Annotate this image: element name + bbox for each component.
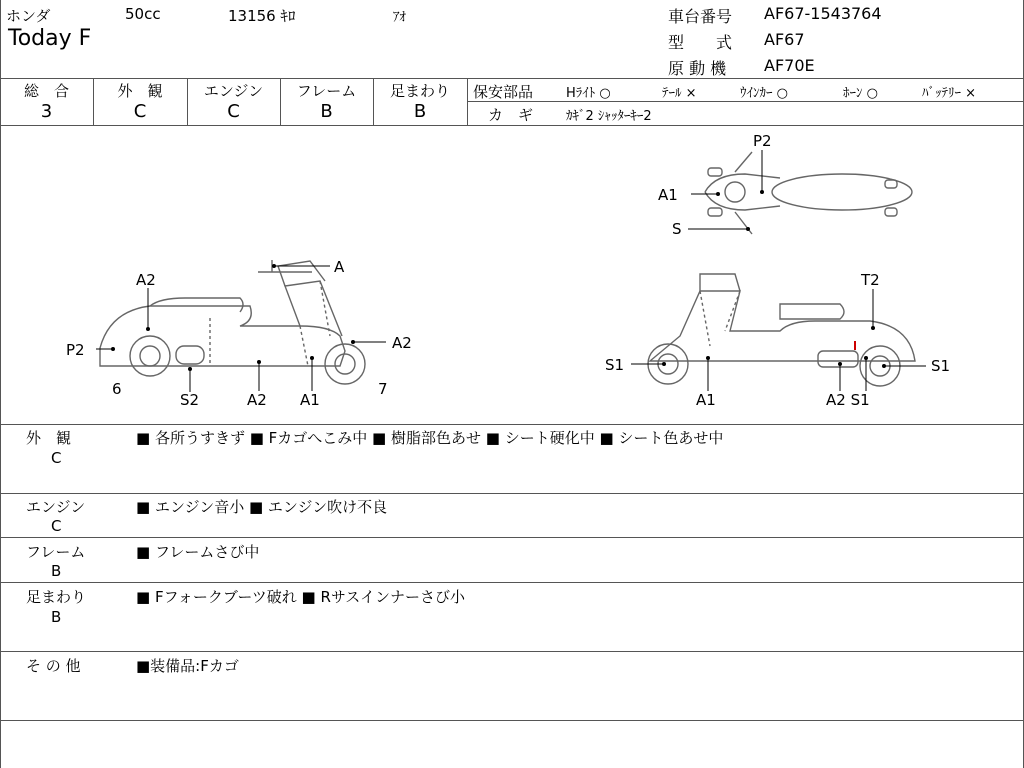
section-text: ■装備品:Fカゴ — [136, 657, 239, 675]
scooter-top-view — [705, 152, 912, 234]
type-value: AF67 — [764, 30, 805, 49]
engine-model-value: AF70E — [764, 56, 815, 75]
key-value: ｶｷﾞ2 ｼｬｯﾀｰｷｰ2 — [566, 109, 652, 124]
diag-label: A2 — [136, 271, 156, 289]
safety-tail: ﾃｰﾙ × — [662, 86, 697, 101]
section-text: ■ フレームさび中 — [136, 543, 260, 561]
diag-label: A2 — [392, 334, 412, 352]
overall-grade: 3 — [40, 101, 53, 122]
section-grade: B — [51, 608, 62, 626]
frame-no-label: 車台番号 — [668, 7, 733, 26]
color: ｱｵ — [393, 10, 406, 25]
mileage: 13156 ｷﾛ — [228, 7, 296, 25]
engine-grade: C — [227, 101, 240, 122]
safety-battery: ﾊﾞｯﾃﾘｰ × — [922, 86, 977, 101]
diag-label: A1 — [300, 391, 320, 409]
section-label: そ の 他 — [26, 657, 81, 675]
section-text: ■ Fフォークブーツ破れ ■ Rサスインナーさび小 — [136, 588, 466, 606]
section-grade: C — [51, 449, 62, 467]
diag-label: A2 — [247, 391, 267, 409]
safety-winker: ｳｲﾝｶｰ ○ — [740, 86, 788, 101]
section-label: フレーム — [26, 543, 86, 561]
diag-label: S1 — [605, 356, 625, 374]
diag-label: A — [334, 258, 345, 276]
diag-label: P2 — [753, 132, 772, 150]
diag-label: A1 — [696, 391, 716, 409]
diag-label: T2 — [861, 271, 880, 289]
engine-model-label: 原 動 機 — [668, 59, 727, 78]
exterior-label: 外 観 — [117, 82, 163, 100]
engine-label: エンジン — [203, 82, 264, 100]
section-grade: B — [51, 562, 62, 580]
diag-label: 6 — [112, 380, 122, 398]
frame-grade: B — [320, 101, 333, 122]
key-label: カ ギ — [488, 106, 534, 124]
section-label: エンジン — [26, 498, 86, 516]
maker: ホンダ — [6, 7, 51, 25]
model-name: Today F — [8, 26, 92, 51]
diag-label: A1 — [658, 186, 678, 204]
scooter-right-view — [648, 274, 915, 386]
divider — [0, 78, 1024, 79]
section-text: ■ 各所うすきず ■ Fカゴへこみ中 ■ 樹脂部色あせ ■ シート硬化中 ■ シート色あせ中 — [136, 429, 724, 447]
safety-label: 保安部品 — [473, 83, 534, 101]
diag-label: 7 — [378, 380, 388, 398]
frame-no: AF67-1543764 — [764, 4, 882, 23]
divider — [467, 101, 1024, 102]
section-label: 足まわり — [26, 588, 87, 606]
suspension-label: 足まわり — [389, 82, 450, 100]
diag-label: S — [672, 220, 682, 238]
diag-label: P2 — [66, 341, 85, 359]
frame-label: フレーム — [296, 82, 357, 100]
section-label: 外 観 — [26, 429, 72, 447]
diag-label: S2 — [180, 391, 200, 409]
section-grade: C — [51, 517, 62, 535]
section-text: ■ エンジン音小 ■ エンジン吹け不良 — [136, 498, 388, 516]
type-label: 型 式 — [668, 33, 733, 52]
suspension-grade: B — [413, 101, 427, 122]
exterior-grade: C — [133, 101, 147, 122]
displacement: 50cc — [125, 5, 161, 23]
diag-label: A2 S1 — [826, 391, 870, 409]
safety-horn: ﾎｰﾝ ○ — [843, 86, 878, 101]
diag-label: S1 — [931, 357, 951, 375]
overall-label: 総 合 — [23, 82, 69, 100]
safety-headlight: Hﾗｲﾄ ○ — [566, 86, 611, 101]
